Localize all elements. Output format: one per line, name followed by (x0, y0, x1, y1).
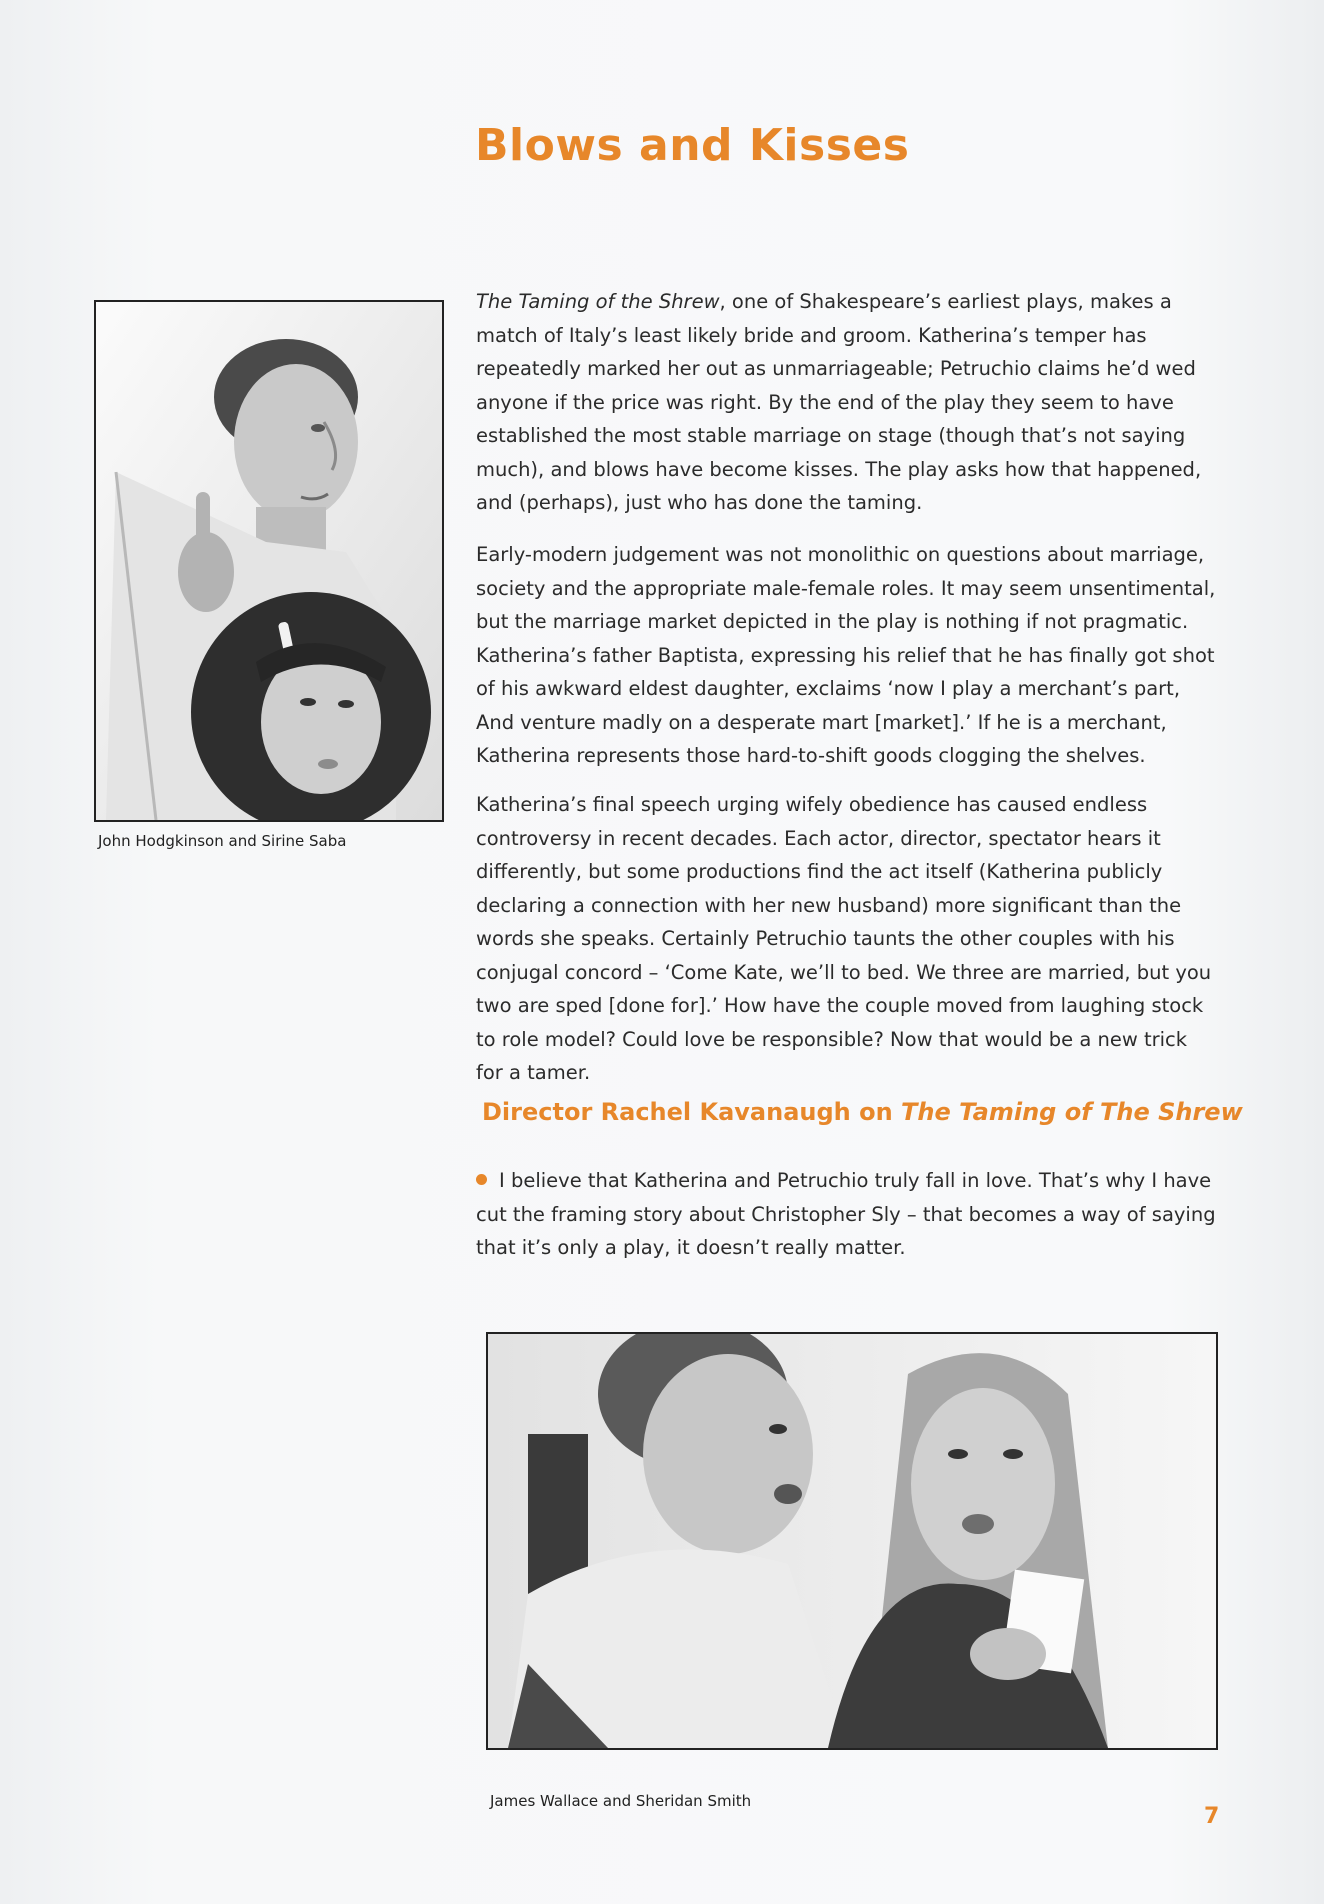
photo1-caption: John Hodgkinson and Sirine Saba (98, 832, 347, 850)
play-title-italic: The Taming of the Shrew (476, 290, 720, 313)
director-subheading (482, 1098, 1243, 1126)
paragraph-intro (476, 285, 1216, 520)
page-number: 7 (1204, 1804, 1220, 1829)
photo-hodgkinson-saba (94, 300, 444, 822)
paragraph-final-speech-text: Katherina’s final speech urging wifely obedience has caused endless controversy in recent decades. Each actor, director, spectator hears it differently, but some productions find the act itself (Katherina publicly declaring a connection with her new husband) more significant than the words she speaks. Certainly Petruchio taunts the other couples with his conjugal concord – ‘Come Kate, we’ll to bed. We three are married, but you two are sped [done for].’ How have the couple moved from laughing stock to role model? Could love be responsible? Now that would be a new trick for a tamer. (476, 793, 1212, 1084)
rehearsal-photo-illustration (96, 302, 442, 820)
subheading-play-title: The Taming of The Shrew (901, 1098, 1243, 1126)
paragraph-judgement-text: Early-modern judgement was not monolithic on questions about marriage, society and the appropriate male-female roles. It may seem unsentimental, but the marriage market depicted in the play is nothing if not pragmatic. Katherina’s father Baptista, expressing his relief that he has finally got shot of his awkward eldest daughter, exclaims ‘now I play a merchant’s part, And venture madly on a desperate mart [market].’ If he is a merchant, Katherina represents those hard-to-shift goods clogging the shelves. (476, 543, 1216, 767)
photo2-caption: James Wallace and Sheridan Smith (490, 1792, 752, 1810)
paragraph-judgement (476, 538, 1216, 773)
paragraph-final-speech (476, 788, 1216, 1090)
director-quote-text: I believe that Katherina and Petruchio truly fall in love. That’s why I have cut the framing story about Christopher Sly – that becomes a way of saying that it’s only a play, it doesn’t really matter. (476, 1169, 1216, 1259)
subheading-prefix: Director Rachel Kavanaugh on (482, 1098, 902, 1126)
paragraph-intro-text: , one of Shakespeare’s earliest plays, makes a match of Italy’s least likely bride and groom. Katherina’s temper has repeatedly marked her out as unmarriageable; Petruchio claims he’d wed anyone if the price was right. By the end of the play they seem to have established the most stable marriage on stage (though that’s not saying much), and blows have become kisses. The play asks how that happened, and (perhaps), just who has done the taming. (476, 290, 1202, 514)
page-title: Blows and Kisses (475, 120, 910, 171)
director-quote (476, 1164, 1216, 1265)
photo-wallace-smith (486, 1332, 1218, 1750)
bullet-dot-icon (476, 1174, 487, 1185)
rehearsal-photo-illustration-2 (488, 1334, 1216, 1748)
